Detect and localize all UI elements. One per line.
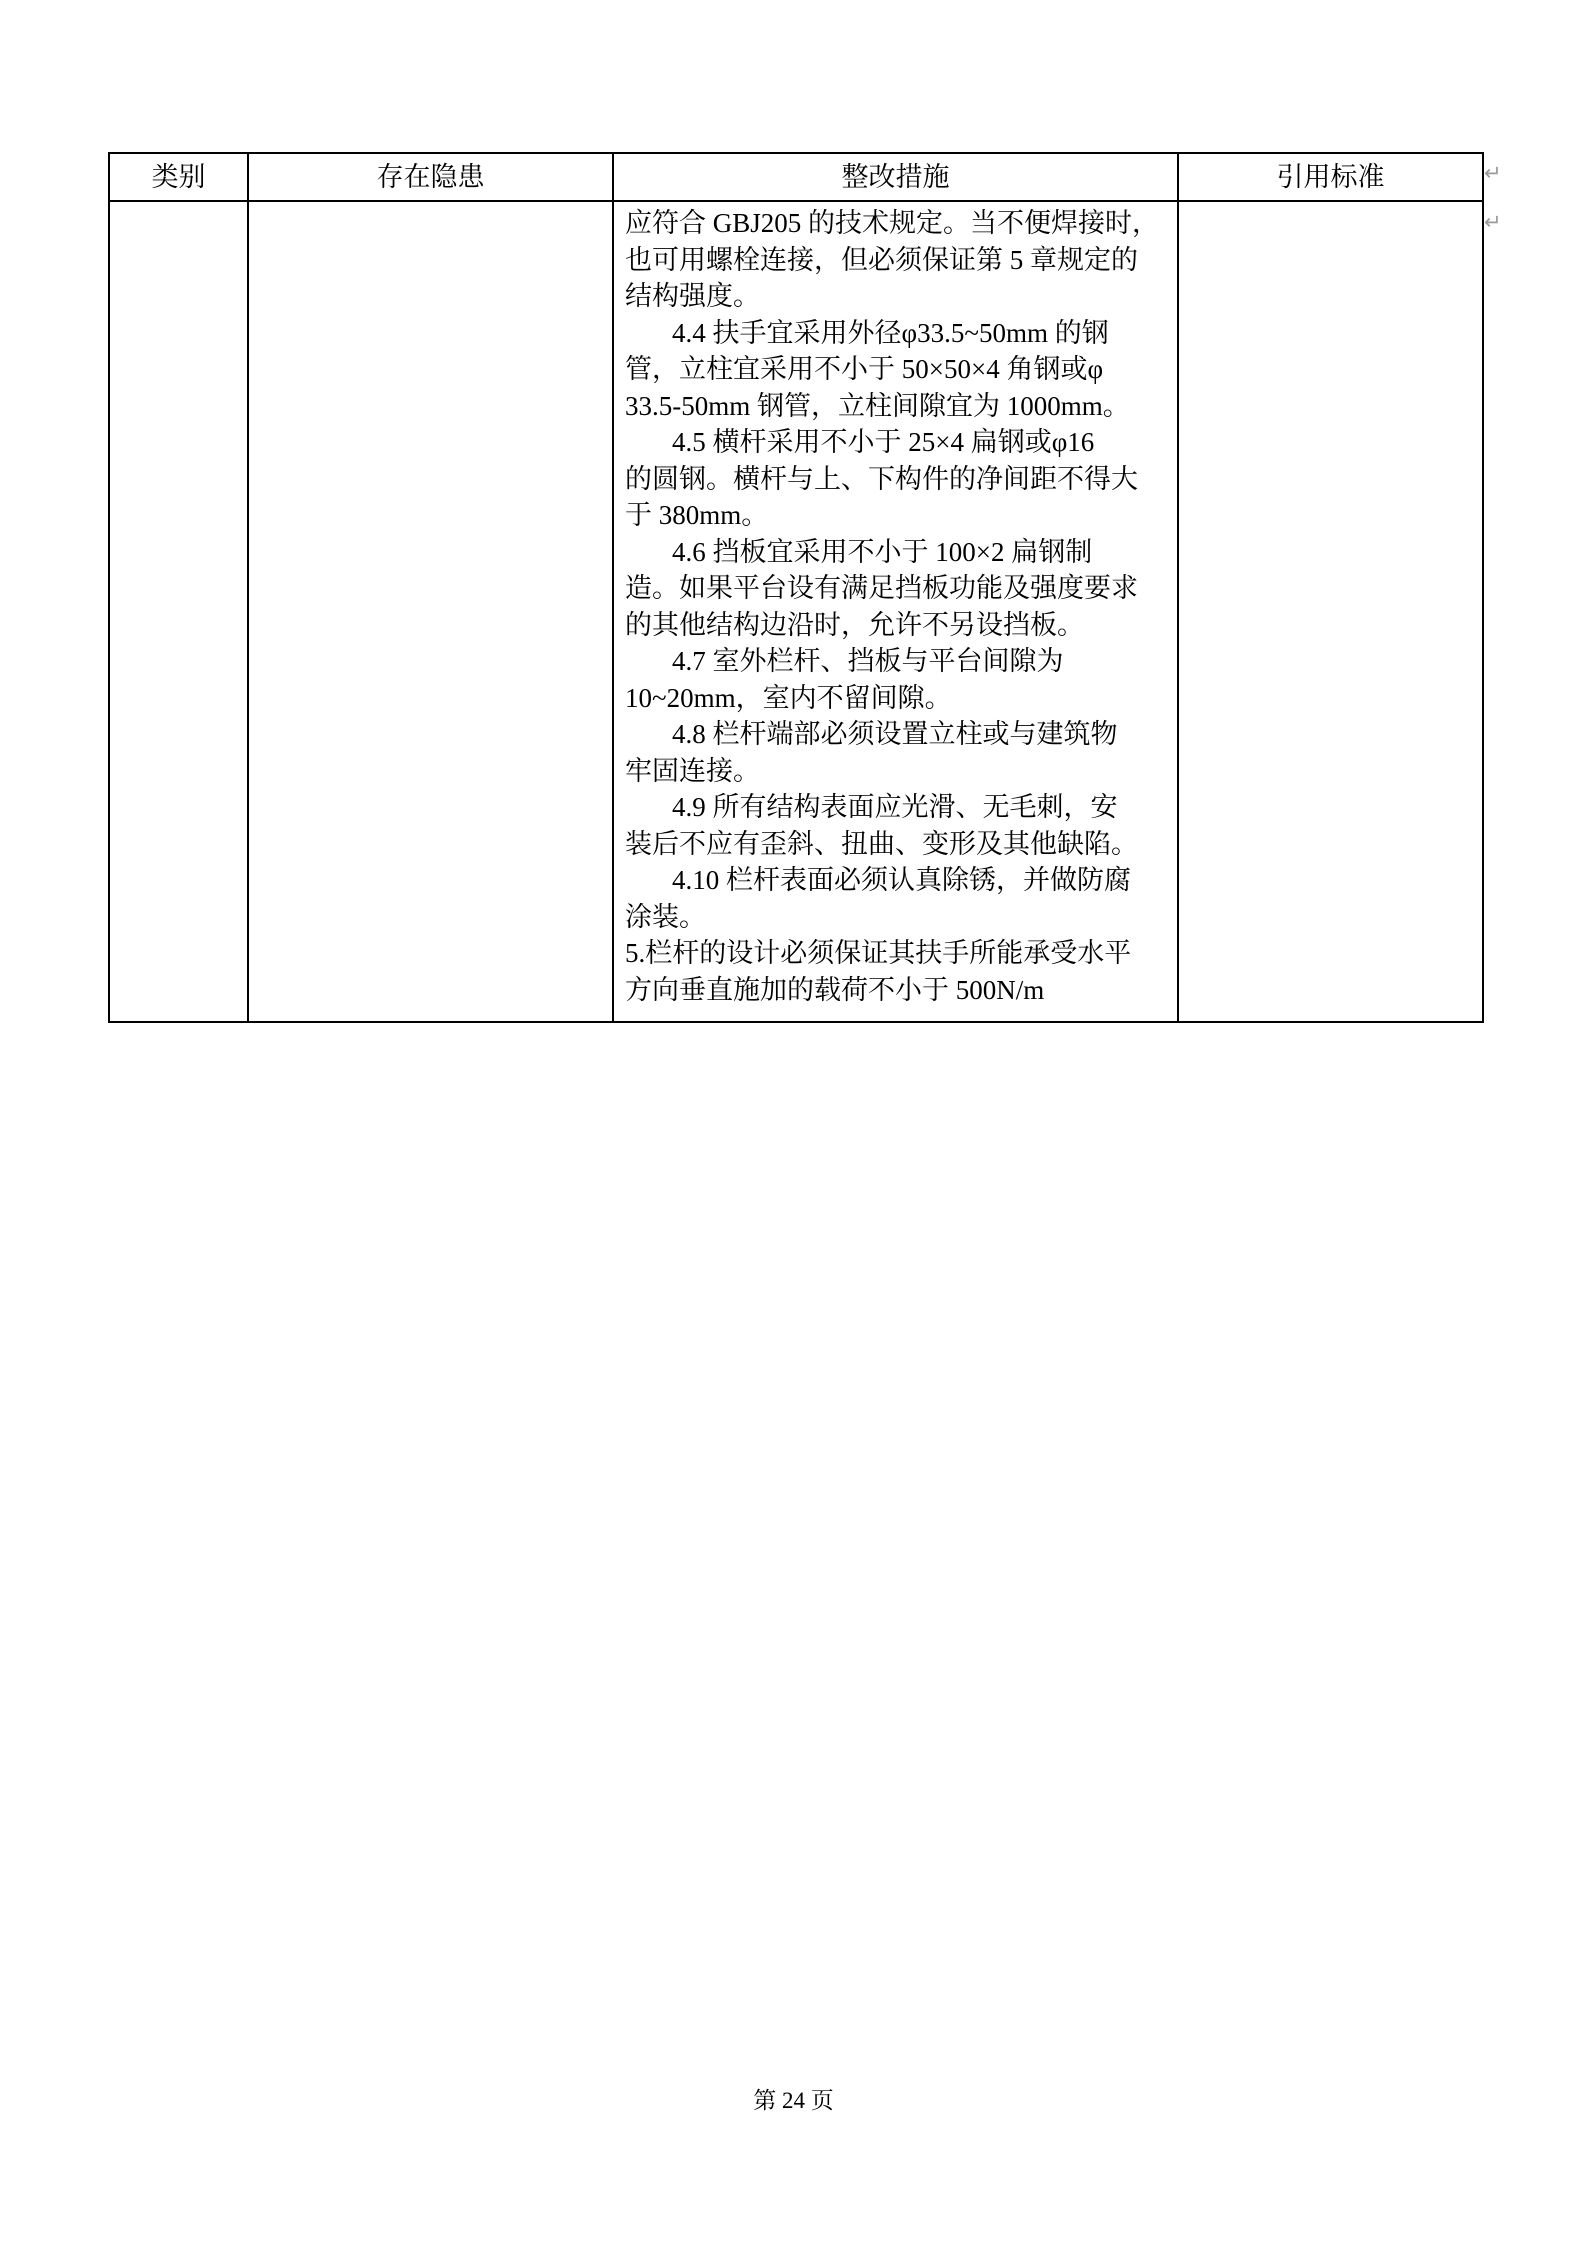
header-cell-measures: 整改措施 [613,153,1178,201]
header-cell-standard: 引用标准 [1178,153,1483,201]
cell-measures [613,201,1178,1022]
page-number-footer: 第 24 页 [753,2088,834,2113]
measure-line: 4.10 栏杆表面必须认真除锈，并做防腐 [672,865,1131,895]
end-of-row-mark-icon: ↵ [1484,161,1502,185]
table-header-row [109,153,1483,201]
measure-line: 方向垂直施加的载荷不小于 500N/m [625,974,1045,1005]
rectification-table [108,152,1484,1023]
measures-cell-content [614,202,1177,1008]
cell-category [109,201,248,1022]
header-cell-hazard: 存在隐患 [248,153,613,201]
measure-line: 的其他结构边沿时，允许不另设挡板。 [625,609,1084,640]
measure-line: 33.5-50mm 钢管，立柱间隙宜为 1000mm。 [625,390,1130,421]
measure-line: 4.6 挡板宜采用不小于 100×2 扁钢制 [672,536,1093,567]
measure-line: 牢固连接。 [625,755,760,786]
measure-line: 4.4 扶手宜采用外径φ33.5~50mm 的钢 [672,317,1109,348]
hazard-cell-content [249,202,612,205]
measure-line: 装后不应有歪斜、扭曲、变形及其他缺陷。 [625,828,1138,859]
measure-line: 10~20mm，室内不留间隙。 [625,682,952,713]
measure-line: 4.8 栏杆端部必须设置立柱或与建筑物 [672,719,1118,749]
measure-line: 的圆钢。横杆与上、下构件的净间距不得大 [625,463,1138,494]
end-of-row-mark-icon: ↵ [1484,210,1502,234]
category-cell-content [110,202,247,205]
table-row [109,201,1483,1022]
measure-line: 也可用螺栓连接，但必须保证第 5 章规定的 [625,244,1138,275]
measure-line: 造。如果平台设有满足挡板功能及强度要求 [625,573,1138,603]
measure-line: 4.7 室外栏杆、挡板与平台间隙为 [672,646,1064,676]
measure-line: 涂装。 [625,901,706,932]
measure-line: 管，立柱宜采用不小于 50×50×4 角钢或φ [625,354,1104,384]
measure-line: 5.栏杆的设计必须保证其扶手所能承受水平 [625,938,1132,968]
cell-standard [1178,201,1483,1022]
measure-line: 4.9 所有结构表面应光滑、无毛刺，安 [672,792,1118,822]
measure-line: 4.5 横杆采用不小于 25×4 扁钢或φ16 [672,427,1095,457]
measure-line: 于 380mm。 [625,500,769,530]
header-cell-category: 类别 [109,153,248,201]
cell-hazard [248,201,613,1022]
standard-cell-content [1179,202,1482,205]
measure-line: 应符合 GBJ205 的技术规定。当不便焊接时， [625,208,1160,238]
measure-line: 结构强度。 [625,281,760,311]
